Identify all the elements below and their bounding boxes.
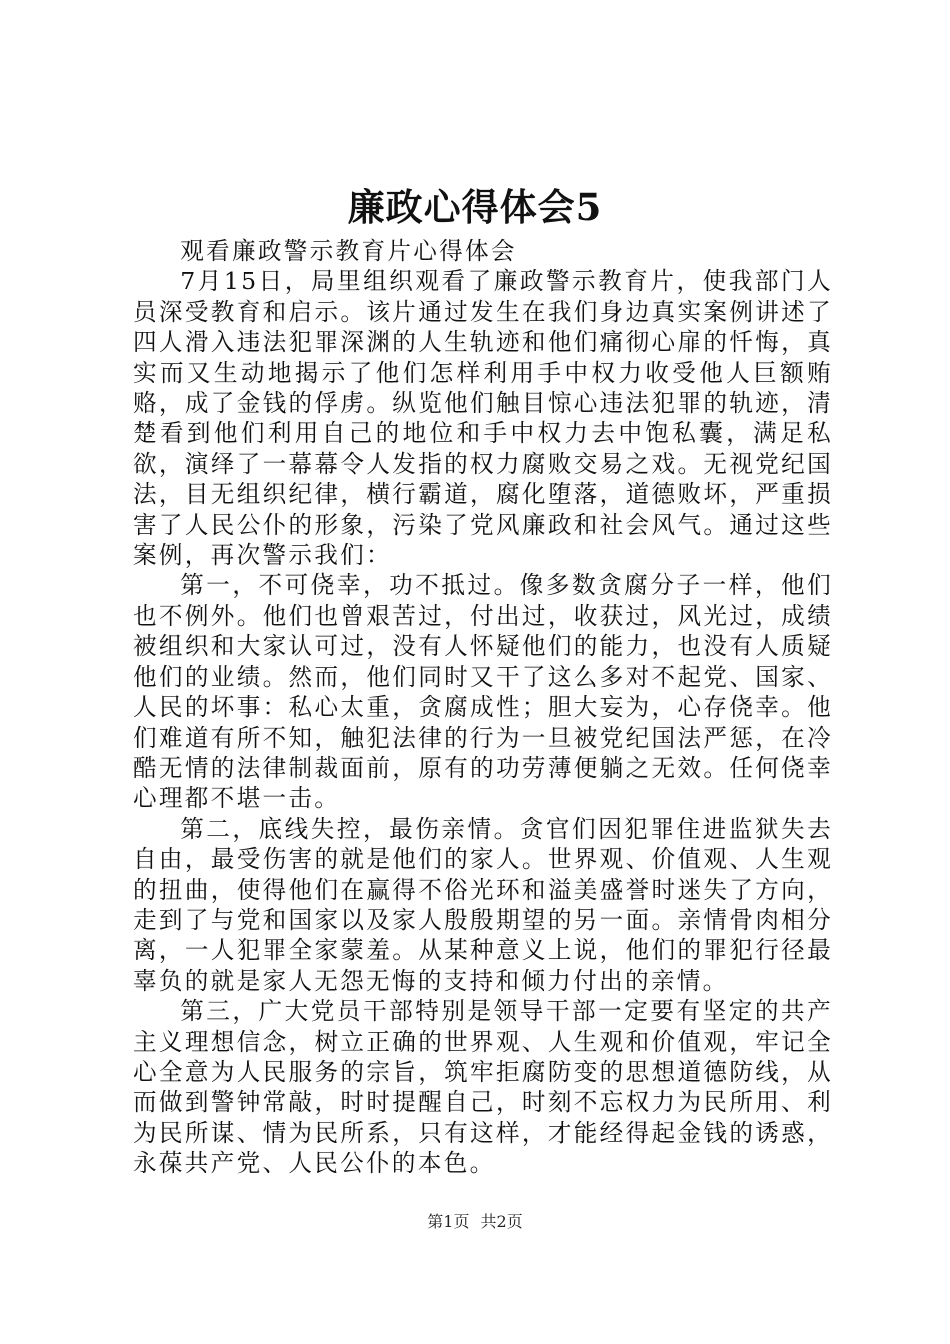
document-subtitle: 观看廉政警示教育片心得体会 <box>180 237 517 265</box>
paragraph: 第一，不可侥幸，功不抵过。像多数贪腐分子一样，他们也不例外。他们也曾艰苦过，付出过，收获过，风光过，成绩被组织和大家认可过，没有人怀疑他们的能力，也没有人质疑他们的业绩。然而，他们同时又干了这么多对不起党、国家、人民的坏事：私心太重，贪腐成性；胆大妄为，心存侥幸。他们难道有所不知，触犯法律的行为一旦被党纪国法严惩，在冷酷无情的法律制裁面前，原有的功劳薄便躺之无效。任何侥幸心理都不堪一击。 <box>133 571 833 813</box>
paragraph: 第二，底线失控，最伤亲情。贪官们因犯罪住进监狱失去自由，最受伤害的就是他们的家人。世界观、价值观、人生观的扭曲，使得他们在赢得不俗光环和溢美盛誉时迷失了方向，走到了与党和国家以及家人殷殷期望的另一面。亲情骨肉相分离，一人犯罪全家蒙羞。从某种意义上说，他们的罪犯行径最辜负的就是家人无怨无悔的支持和倾力付出的亲情。 <box>133 814 833 995</box>
page-total: 共2页 <box>480 1212 523 1231</box>
page-footer <box>0 1211 950 1233</box>
paragraph: 第三，广大党员干部特别是领导干部一定要有坚定的共产主义理想信念，树立正确的世界观、人生观和价值观，牢记全心全意为人民服务的宗旨，筑牢拒腐防变的思想道德防线，从而做到警钟常敲，时时提醒自己，时刻不忘权力为民所用、利为民所谋、情为民所系，只有这样，才能经得起金钱的诱惑，永葆共产党、人民公仆的本色。 <box>133 997 833 1178</box>
paragraph: 7月15日，局里组织观看了廉政警示教育片，使我部门人员深受教育和启示。该片通过发生在我们身边真实案例讲述了四人滑入违法犯罪深渊的人生轨迹和他们痛彻心扉的忏悔，真实而又生动地揭示了他们怎样利用手中权力收受他人巨额贿赂，成了金钱的俘虏。纵览他们触目惊心违法犯罪的轨迹，清楚看到他们利用自己的地位和手中权力去中饱私囊，满足私欲，演绎了一幕幕令人发指的权力腐败交易之戏。无视党纪国法，目无组织纪律，横行霸道，腐化堕落，道德败坏，严重损害了人民公仆的形象，污染了党风廉政和社会风气。通过这些案例，再次警示我们： <box>133 267 833 570</box>
document-title: 廉政心得体会5 <box>347 185 603 229</box>
page-number: 第1页 <box>427 1212 470 1231</box>
document-body <box>133 236 833 1179</box>
